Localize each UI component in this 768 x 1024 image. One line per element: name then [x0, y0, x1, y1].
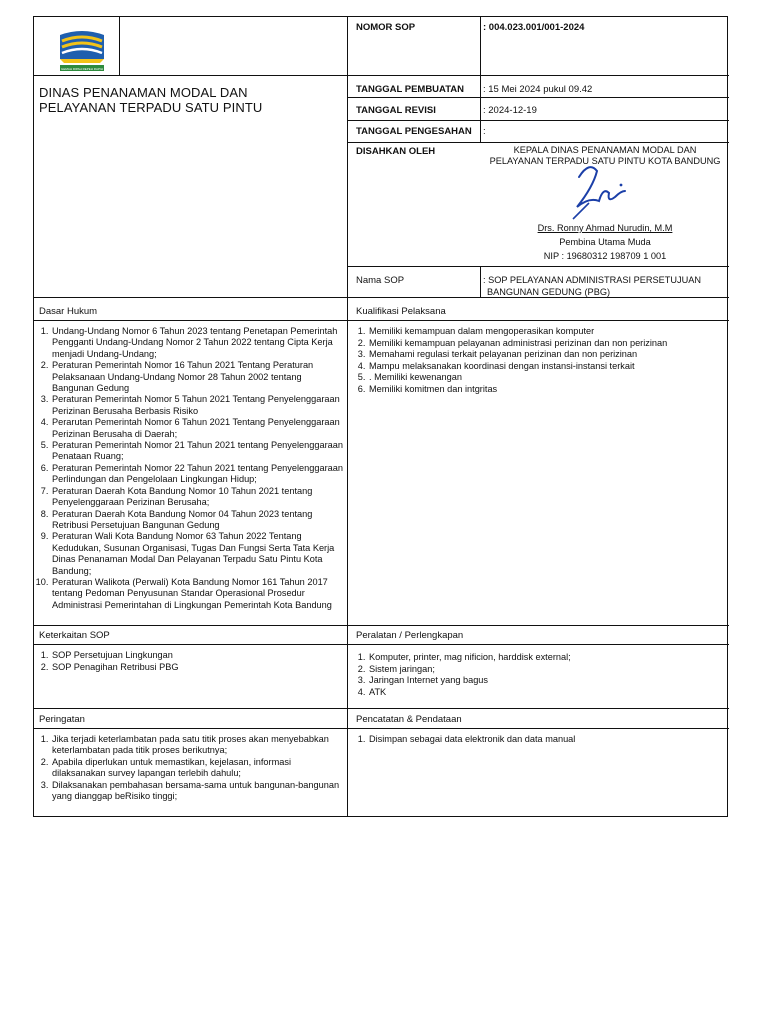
list-item: 1. Jika terjadi keterlambatan pada satu titik proses akan menyebabkan keterlambatan pada titik proses berikutnya;: [51, 734, 344, 757]
list-item: 1. Undang-Undang Nomor 6 Tahun 2023 tentang Penetapan Pemerintah Pengganti Undang-Undang Nomor 2 Tahun 2022 tentang Cipta Kerja menjadi Undang-Undang;: [51, 326, 344, 360]
approval-nip: NIP : 19680312 198709 1 001: [543, 251, 667, 261]
agency-title: DINAS PENANAMAN MODAL DAN PELAYANAN TERPADU SATU PINTU: [39, 85, 263, 115]
peralatan-list: [353, 652, 738, 698]
meta-value-nomor-sop: : 004.023.001/001-2024: [483, 22, 585, 33]
meta-value-tanggal-pengesahan: :: [483, 126, 486, 137]
section-peralatan: Peralatan / Perlengkapan: [356, 630, 464, 641]
list-item: 6. Peraturan Pemerintah Nomor 22 Tahun 2021 tentang Penyelenggaraan Perlindungan dan Pengelolaan Lingkungan Hidup;: [51, 463, 344, 486]
meta-label-tanggal-pengesahan: TANGGAL PENGESAHAN: [356, 126, 472, 137]
section-peringatan: Peringatan: [39, 714, 85, 725]
list-item: 3. Jaringan Internet yang bagus: [368, 675, 738, 687]
list-item: 9. Peraturan Wali Kota Bandung Nomor 63 Tahun 2022 Tentang Kedudukan, Susunan Organisasi, Tugas Dan Fungsi Serta Tata Kerja Dinas Penanaman Modal Dan Pelayanan Terpadu Satu Pintu Kota Bandung;: [51, 531, 344, 577]
sop-name-value-line2: BANGUNAN GEDUNG (PBG): [487, 286, 611, 297]
sop-document: [33, 16, 728, 817]
list-item: 5. Peraturan Pemerintah Nomor 21 Tahun 2021 tentang Penyelenggaraan Penataan Ruang;: [51, 440, 344, 463]
approval-rank: Pembina Utama Muda: [559, 237, 651, 247]
list-item: 2. Peraturan Pemerintah Nomor 16 Tahun 2021 Tentang Peraturan Pelaksanaan Undang-Undang Nomor 28 Tahun 2002 tentang Bangunan Gedung: [51, 360, 344, 394]
list-item: 3. Dilaksanakan pembahasan bersama-sama untuk bangunan-bangunan yang dianggap beRisiko tinggi;: [51, 780, 344, 803]
section-dasar-hukum: Dasar Hukum: [39, 306, 98, 317]
list-item: 6. Memiliki komitmen dan intgritas: [368, 384, 738, 396]
list-item: 3. Peraturan Pemerintah Nomor 5 Tahun 2021 Tentang Penyelenggaraan Perizinan Berusaha Berbasis Risiko: [51, 394, 344, 417]
keterkaitan-list: [36, 650, 344, 673]
list-item: 7. Peraturan Daerah Kota Bandung Nomor 10 Tahun 2021 tentang Penyelenggaraan Perizinan Berusaha;: [51, 486, 344, 509]
list-item: 2. Memiliki kemampuan pelayanan administrasi perizinan dan non perizinan: [368, 338, 738, 350]
list-item: 1. SOP Persetujuan Lingkungan: [51, 650, 344, 662]
list-item: 2. SOP Penagihan Retribusi PBG: [51, 662, 344, 674]
list-item: 10. Peraturan Walikota (Perwali) Kota Bandung Nomor 161 Tahun 2017 tentang Pedoman Penyusunan Standar Operasional Prosedur Administrasi Pemerintahan di Lingkungan Pemerintah Kota Bandung: [51, 577, 344, 611]
sop-name-value: [483, 275, 701, 298]
list-item: 1. Memiliki kemampuan dalam mengoperasikan komputer: [368, 326, 738, 338]
section-kualifikasi: Kualifikasi Pelaksana: [356, 306, 446, 317]
list-item: 5. . Memiliki kewenangan: [368, 372, 738, 384]
sop-name-label: Nama SOP: [356, 275, 405, 286]
pencatatan-list: [353, 734, 738, 745]
city-logo: [54, 29, 110, 75]
logo-motto: GEMAH RIPAH REPEH RAPIH: [61, 67, 103, 71]
approval-position-line2: PELAYANAN TERPADU SATU PINTU KOTA BANDUNG: [489, 155, 721, 166]
sop-name-value-line1: : SOP PELAYANAN ADMINISTRASI PERSETUJUAN: [483, 275, 701, 285]
dasar-hukum-list: [36, 326, 344, 611]
approval-position-line1: KEPALA DINAS PENANAMAN MODAL DAN: [513, 145, 697, 155]
list-item: 3. Memahami regulasi terkait pelayanan perizinan dan non perizinan: [368, 349, 738, 361]
meta-label-tanggal-revisi: TANGGAL REVISI: [356, 105, 436, 116]
meta-label-nomor-sop: NOMOR SOP: [356, 22, 416, 33]
kualifikasi-list: [353, 326, 738, 396]
list-item: 4. ATK: [368, 687, 738, 699]
section-pencatatan: Pencatatan & Pendataan: [356, 714, 462, 725]
peringatan-list: [36, 734, 344, 802]
list-item: 4. Mampu melaksanakan koordinasi dengan instansi-instansi terkait: [368, 361, 738, 373]
meta-label-tanggal-pembuatan: TANGGAL PEMBUATAN: [356, 84, 465, 95]
section-keterkaitan: Keterkaitan SOP: [39, 630, 110, 641]
approval-name: Drs. Ronny Ahmad Nurudin, M.M: [537, 223, 673, 233]
list-item: 1. Komputer, printer, mag nificion, harddisk external;: [368, 652, 738, 664]
list-item: 8. Peraturan Daerah Kota Bandung Nomor 04 Tahun 2023 tentang Retribusi Persetujuan Bangunan Gedung: [51, 509, 344, 532]
list-item: 4. Perarutan Pemerintah Nomor 6 Tahun 2021 Tentang Penyelenggaraan Perizinan Berusaha di Daerah;: [51, 417, 344, 440]
list-item: 1. Disimpan sebagai data elektronik dan data manual: [368, 734, 738, 745]
meta-value-tanggal-pembuatan: : 15 Mei 2024 pukul 09.42: [483, 84, 593, 95]
meta-value-tanggal-revisi: : 2024-12-19: [483, 105, 537, 116]
list-item: 2. Sistem jaringan;: [368, 664, 738, 676]
list-item: 2. Apabila diperlukan untuk memastikan, kejelasan, informasi dilaksanakan survey lapangan terlebih dahulu;: [51, 757, 344, 780]
signature-icon: [559, 157, 639, 227]
meta-label-disahkan-oleh: DISAHKAN OLEH: [356, 146, 436, 157]
